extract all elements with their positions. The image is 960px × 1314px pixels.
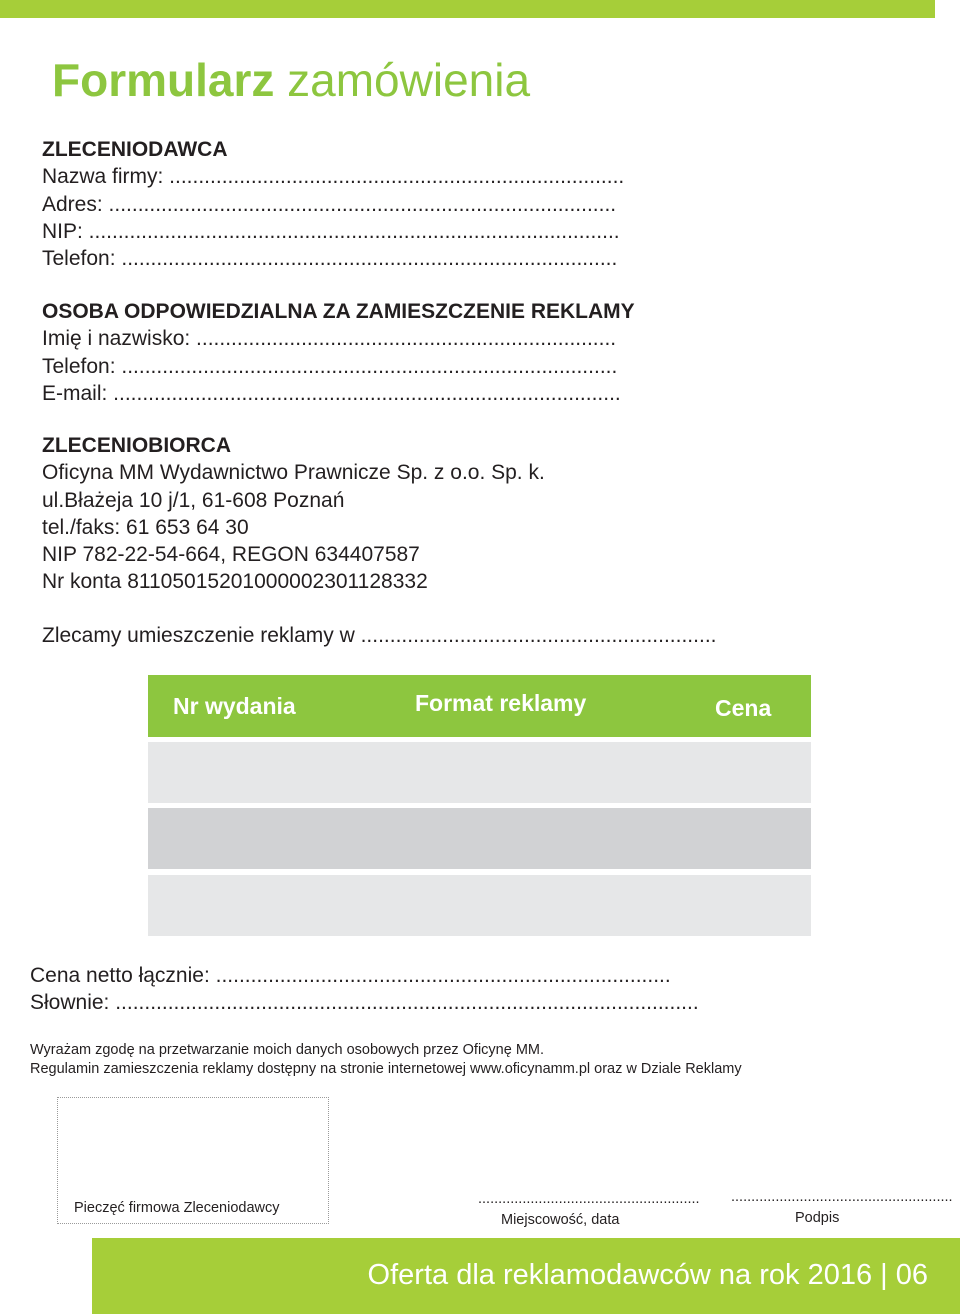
responsible-heading: OSOBA ODPOWIEDZIALNA ZA ZAMIESZCZENIE REKLAMY: [42, 300, 635, 323]
regulations-text: Regulamin zamieszczenia reklamy dostępny na stronie internetowej www.oficynamm.pl oraz w Dziale Reklamy: [30, 1061, 742, 1077]
page-title: [52, 52, 530, 108]
order-table-row[interactable]: [148, 742, 811, 803]
footer-text: Oferta dla reklamodawców na rok 2016 | 06: [367, 1259, 928, 1291]
email-field[interactable]: E-mail: .......................................................................................: [42, 381, 621, 405]
place-date-label: Miejscowość, data: [501, 1212, 620, 1228]
title-rest: zamówienia: [287, 54, 531, 106]
col-issue-number: Nr wydania: [173, 693, 296, 719]
contractor-company: Oficyna MM Wydawnictwo Prawnicze Sp. z o.o. Sp. k.: [42, 461, 545, 485]
signature-dots[interactable]: .......................................................: [731, 1189, 953, 1205]
address-field[interactable]: Adres: .......................................................................................: [42, 192, 617, 216]
contractor-section: [42, 432, 545, 596]
phone-field[interactable]: Telefon: .....................................................................................: [42, 247, 618, 271]
contractor-bank-account: Nr konta 81105015201000002301128332: [42, 570, 428, 594]
col-ad-format: Format reklamy: [415, 690, 587, 716]
contractor-phone: tel./faks: 61 653 64 30: [42, 515, 249, 539]
order-table-row[interactable]: [148, 808, 811, 869]
nip-field[interactable]: NIP: ...........................................................................................: [42, 219, 620, 243]
company-name-field[interactable]: Nazwa firmy: ..............................................................................: [42, 165, 625, 189]
title-bold: Formularz: [52, 54, 275, 106]
amount-in-words-field[interactable]: Słownie: ....................................................................................................: [30, 991, 699, 1014]
contractor-address: ul.Błażeja 10 j/1, 61-608 Poznań: [42, 488, 345, 512]
full-name-field[interactable]: Imię i nazwisko: ........................................................................: [42, 327, 617, 351]
col-price: Cena: [715, 695, 772, 721]
order-table-row[interactable]: [148, 875, 811, 936]
consent-text: Wyrażam zgodę na przetwarzanie moich danych osobowych przez Oficynę MM.: [30, 1042, 545, 1058]
stamp-label: Pieczęć firmowa Zleceniodawcy: [74, 1200, 280, 1216]
client-heading: ZLECENIODAWCA: [42, 138, 228, 161]
responsible-section: [42, 298, 635, 407]
signature-label: Podpis: [795, 1210, 840, 1226]
place-date-dots[interactable]: .......................................................: [478, 1191, 700, 1207]
contractor-heading: ZLECENIOBIORCA: [42, 434, 231, 457]
client-section: [42, 136, 624, 272]
order-line-field[interactable]: Zlecamy umieszczenie reklamy w .............................................................: [42, 624, 717, 647]
top-accent-bar: [0, 0, 935, 18]
net-total-field[interactable]: Cena netto łącznie: ..............................................................................: [30, 964, 671, 987]
contractor-nip-regon: NIP 782-22-54-664, REGON 634407587: [42, 543, 420, 567]
responsible-phone-field[interactable]: Telefon: .....................................................................................: [42, 354, 618, 378]
